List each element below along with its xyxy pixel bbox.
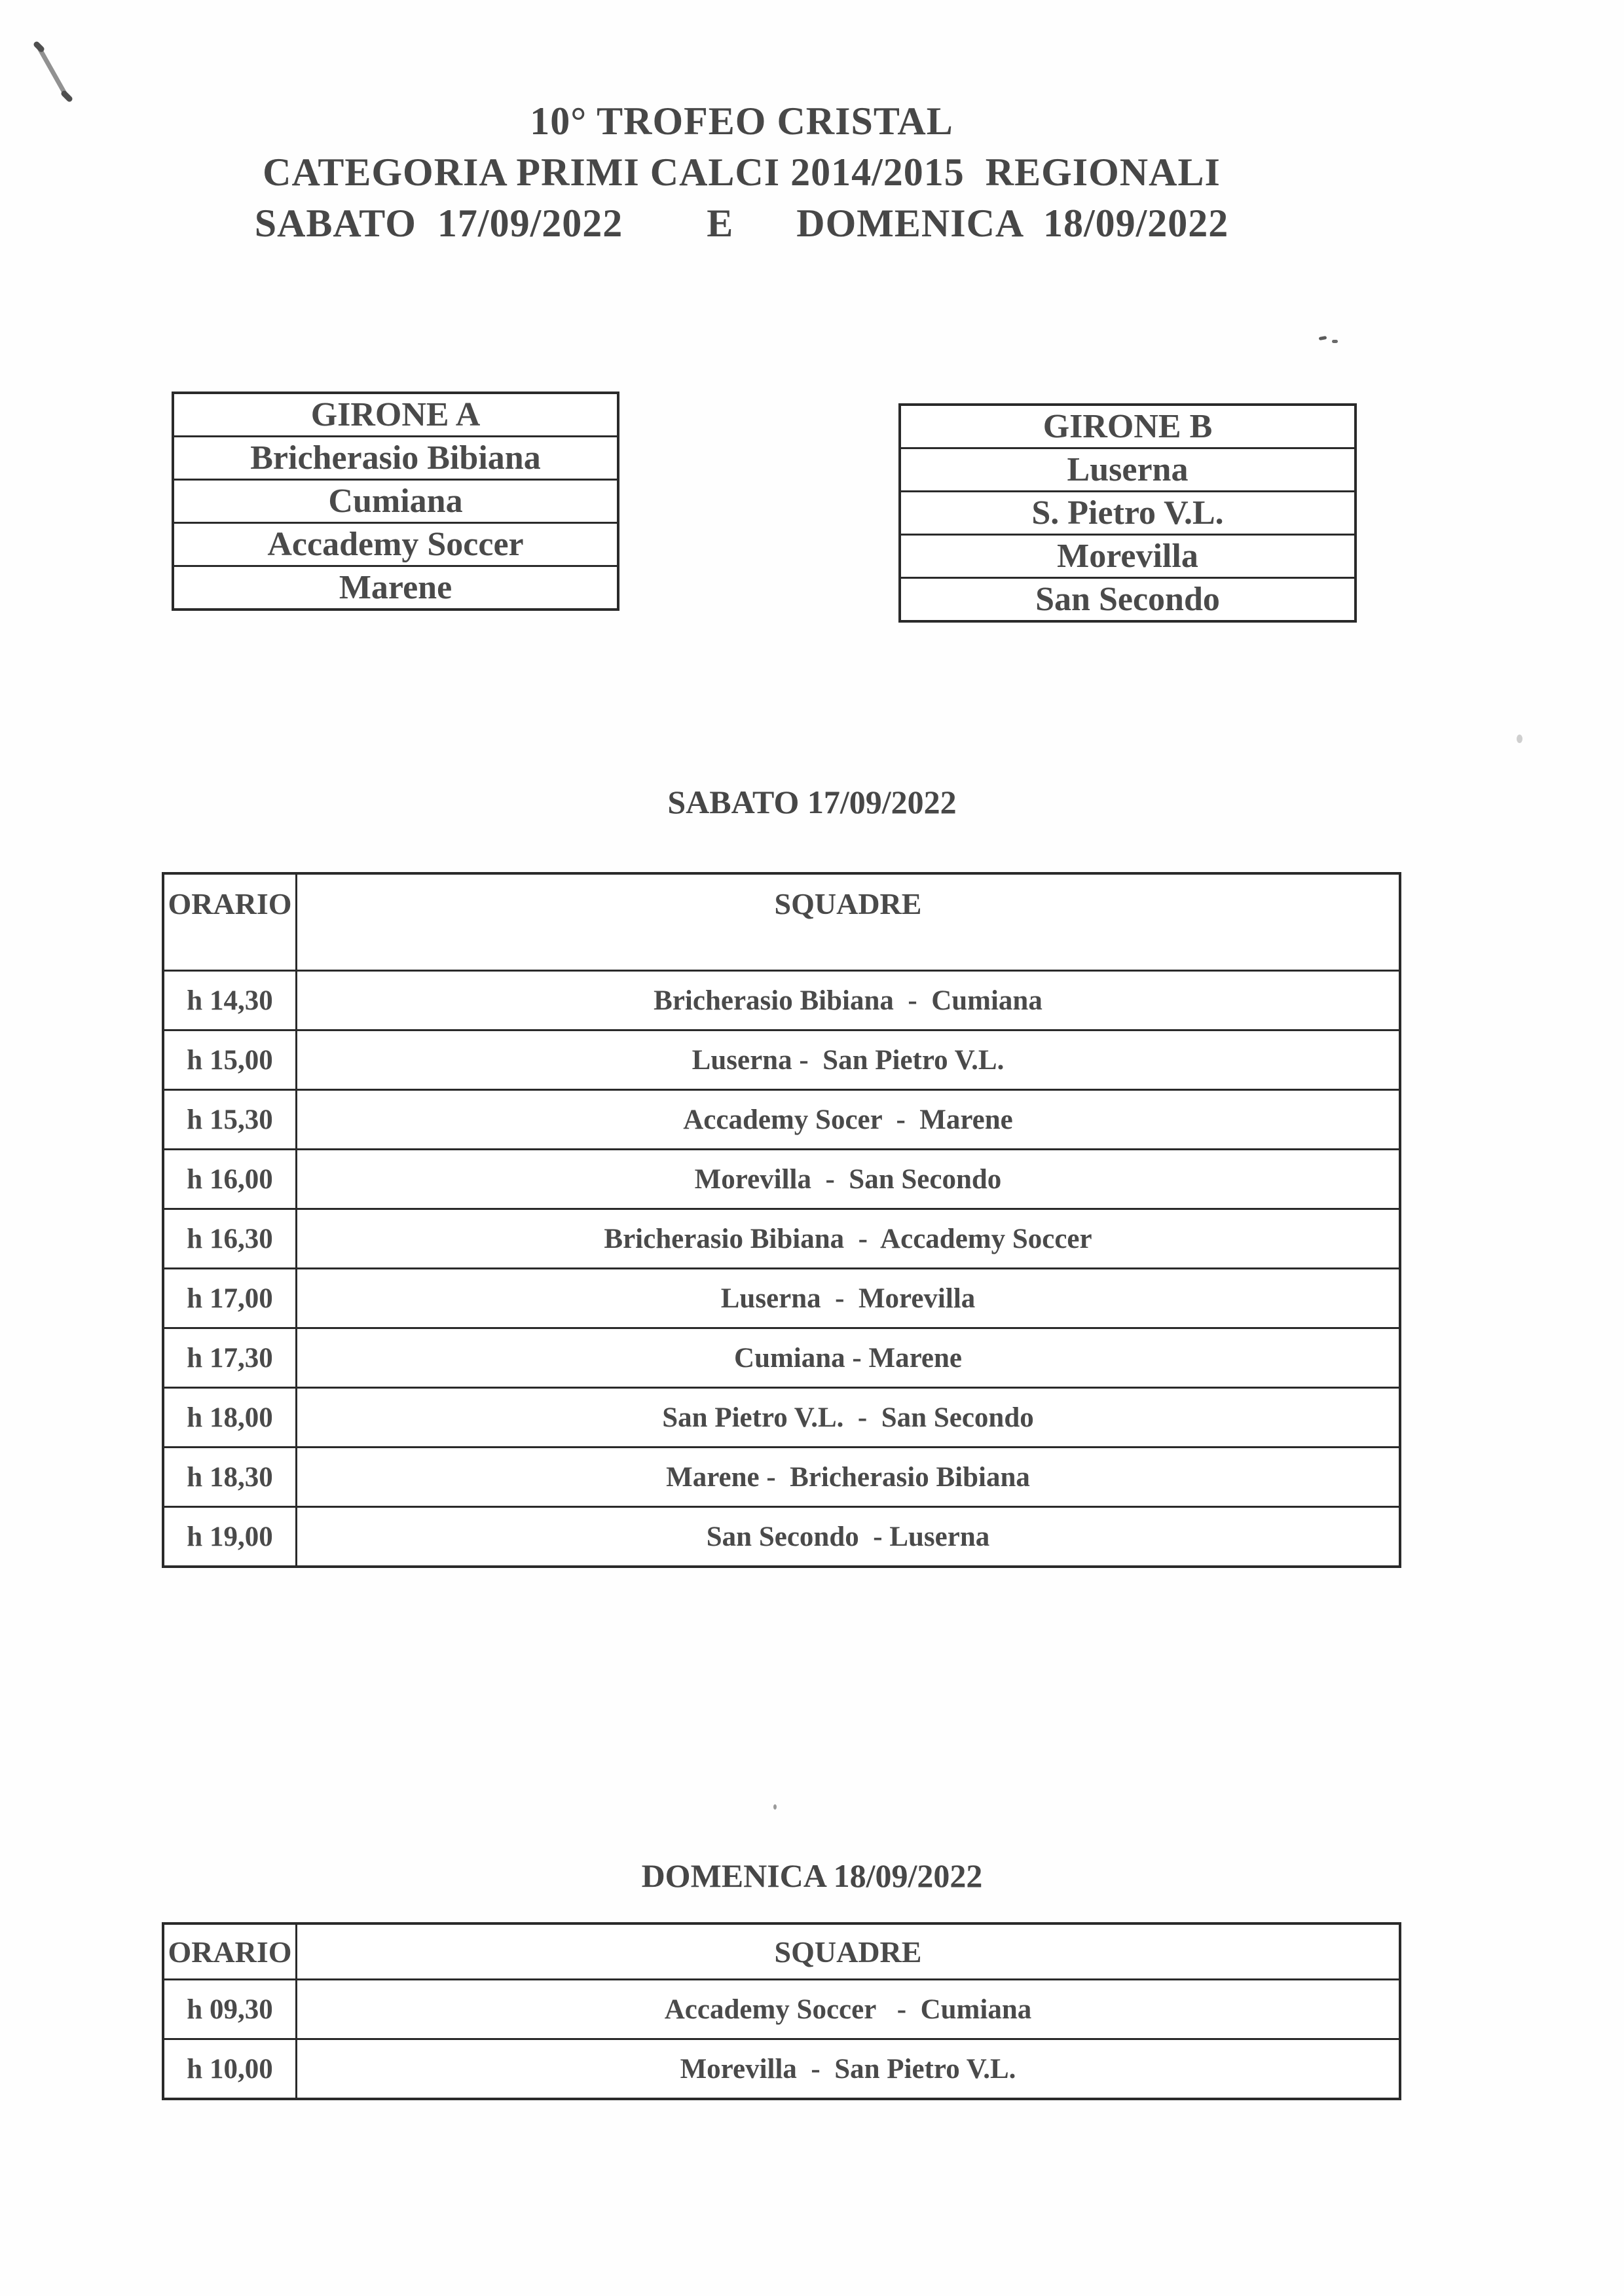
girone-a-header: GIRONE A (310, 396, 481, 433)
table-row (164, 1446, 1399, 1506)
table-row (164, 970, 1399, 1029)
table-header-row (164, 1925, 1399, 1978)
scan-speck (1517, 735, 1522, 743)
time-cell: h 18,30 (164, 1448, 297, 1506)
match-cell: Morevilla - San Pietro V.L. (680, 2053, 1016, 2085)
orario-column-header: ORARIO (164, 875, 297, 970)
match-cell: Accademy Socer - Marene (683, 1104, 1013, 1135)
squadre-column-header: SQUADRE (774, 887, 922, 920)
team-name: Luserna (901, 447, 1354, 490)
sunday-heading: DOMENICA 18/09/2022 (641, 1857, 983, 1894)
squadre-column-header: SQUADRE (774, 1935, 922, 1969)
team-name: Bricherasio Bibiana (174, 435, 617, 479)
scan-speck (1332, 340, 1338, 343)
saturday-heading: SABATO 17/09/2022 (667, 784, 957, 820)
table-row (164, 1089, 1399, 1148)
table-row (164, 1148, 1399, 1208)
match-cell: Cumiana - Marene (734, 1342, 962, 1374)
tournament-title: 10° TROFEO CRISTAL (530, 100, 953, 143)
sunday-schedule-table (162, 1922, 1401, 2100)
time-cell: h 14,30 (164, 972, 297, 1029)
scan-speck (1319, 336, 1327, 340)
team-name: Marene (174, 565, 617, 608)
table-header-row (164, 875, 1399, 970)
category-subtitle: CATEGORIA PRIMI CALCI 2014/2015 REGIONALI (263, 151, 1221, 194)
girone-b-table (898, 403, 1357, 623)
time-cell: h 15,30 (164, 1091, 297, 1148)
table-row (164, 2038, 1399, 2098)
match-cell: Luserna - San Pietro V.L. (692, 1044, 1005, 1076)
match-cell: Accademy Soccer - Cumiana (664, 1994, 1032, 2025)
girone-b-header: GIRONE B (1043, 408, 1213, 445)
time-cell: h 17,00 (164, 1269, 297, 1327)
time-cell: h 17,30 (164, 1329, 297, 1387)
team-name: Cumiana (174, 479, 617, 522)
time-cell: h 19,00 (164, 1508, 297, 1565)
match-cell: Morevilla - San Secondo (694, 1163, 1002, 1195)
team-name: S. Pietro V.L. (901, 490, 1354, 534)
table-row (164, 1267, 1399, 1327)
saturday-schedule-table (162, 872, 1401, 1568)
team-name: San Secondo (901, 577, 1354, 620)
document-title-block (0, 96, 1624, 249)
match-cell: Bricherasio Bibiana - Cumiana (654, 985, 1043, 1016)
time-cell: h 10,00 (164, 2040, 297, 2098)
time-cell: h 15,00 (164, 1031, 297, 1089)
team-name: Accademy Soccer (174, 522, 617, 565)
table-row (164, 1029, 1399, 1089)
time-cell: h 16,30 (164, 1210, 297, 1267)
table-row (164, 1208, 1399, 1267)
match-cell: Luserna - Morevilla (720, 1283, 976, 1314)
time-cell: h 16,00 (164, 1150, 297, 1208)
time-cell: h 09,30 (164, 1980, 297, 2038)
time-cell: h 18,00 (164, 1389, 297, 1446)
match-cell: San Secondo - Luserna (706, 1521, 990, 1552)
table-row (164, 1327, 1399, 1387)
match-cell: San Pietro V.L. - San Secondo (662, 1402, 1034, 1433)
girone-a-table (172, 392, 619, 611)
table-row (164, 1978, 1399, 2038)
table-row (164, 1387, 1399, 1446)
dates-subtitle: SABATO 17/09/2022 E DOMENICA 18/09/2022 (254, 202, 1229, 245)
team-name: Morevilla (901, 534, 1354, 577)
match-cell: Bricherasio Bibiana - Accademy Soccer (604, 1223, 1092, 1254)
table-row (164, 1506, 1399, 1565)
scan-speck (773, 1804, 777, 1810)
match-cell: Marene - Bricherasio Bibiana (666, 1461, 1030, 1493)
orario-column-header: ORARIO (164, 1925, 297, 1978)
